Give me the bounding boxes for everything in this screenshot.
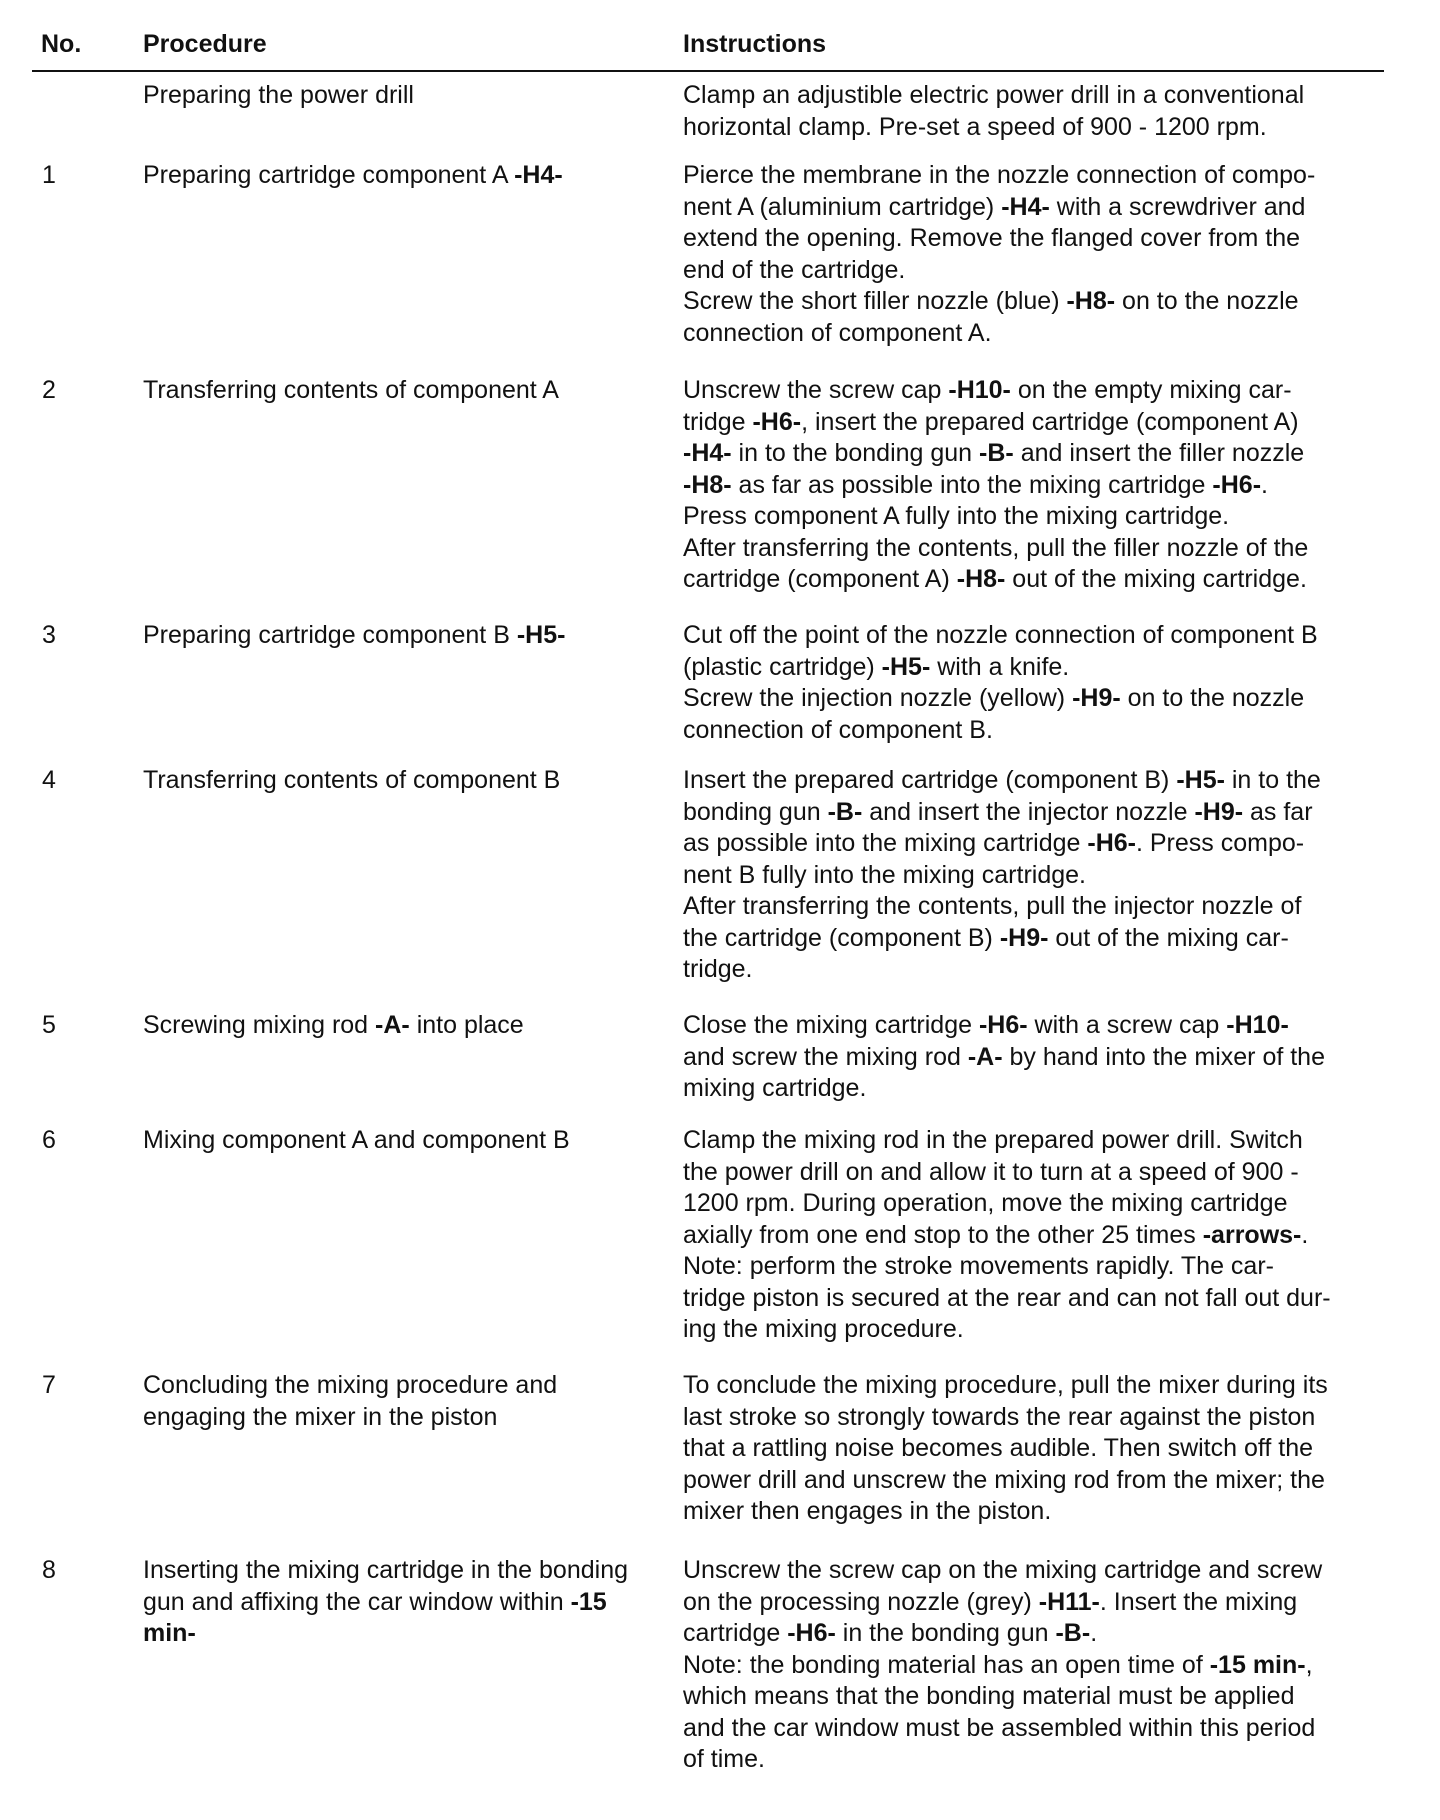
text-segment: Screwing mixing rod xyxy=(143,1011,376,1039)
instruction-line xyxy=(683,255,1383,287)
text-segment: by hand into the mixer of the xyxy=(1002,1042,1325,1071)
part-reference: -H4- xyxy=(1001,192,1050,221)
instruction-line xyxy=(683,891,1383,923)
text-segment: . Press compo- xyxy=(1135,829,1305,857)
step-number: 2 xyxy=(42,376,56,404)
procedure-cell xyxy=(143,1125,663,1157)
text-segment: . xyxy=(1090,1619,1098,1647)
text-segment: Preparing cartridge component A xyxy=(143,161,515,189)
text-segment: Unscrew the screw cap xyxy=(683,376,949,404)
procedure-cell xyxy=(143,80,663,112)
text-segment: Concluding the mixing procedure and xyxy=(143,1371,558,1399)
header-rule xyxy=(32,70,1384,72)
text-segment: axially from one end stop to the other 25 times xyxy=(683,1220,1203,1249)
part-reference: -B- xyxy=(979,439,1014,467)
step-number: 5 xyxy=(42,1011,56,1039)
instruction-line xyxy=(683,1650,1383,1682)
instruction-line xyxy=(683,1587,1383,1619)
instruction-line xyxy=(683,286,1383,318)
text-segment: cartridge xyxy=(683,1619,788,1647)
part-reference: -H8- xyxy=(683,470,732,499)
instruction-line xyxy=(683,1618,1383,1650)
instruction-line xyxy=(683,652,1383,684)
text-segment: Pierce the membrane in the nozzle connection of compo- xyxy=(683,161,1316,189)
text-segment: the cartridge (component B) xyxy=(683,923,1000,952)
procedure-line xyxy=(143,1618,663,1650)
text-segment: extend the opening. Remove the flanged cover from the xyxy=(683,224,1301,252)
part-reference: -A- xyxy=(375,1011,410,1039)
text-segment: engaging the mixer in the piston xyxy=(143,1402,498,1431)
step-number: 1 xyxy=(42,161,56,189)
procedure-line xyxy=(143,620,663,652)
text-segment: (plastic cartridge) xyxy=(683,652,882,681)
instruction-line xyxy=(683,533,1383,565)
text-segment: mixing cartridge. xyxy=(683,1074,867,1102)
instruction-line xyxy=(683,1681,1383,1713)
instruction-line xyxy=(683,765,1383,797)
instruction-line: horizontal clamp. Pre-set a speed of 900 - 1200 rpm. xyxy=(683,112,1267,141)
table-header xyxy=(0,30,1440,66)
instruction-line xyxy=(683,1157,1383,1189)
part-reference: -H8- xyxy=(1066,287,1116,315)
procedure-line xyxy=(143,375,663,407)
instruction-line xyxy=(683,501,1383,533)
part-reference: -H5- xyxy=(1176,766,1225,794)
text-segment: Mixing component A and component B xyxy=(143,1126,570,1154)
part-reference: -H9- xyxy=(1194,797,1244,826)
text-segment: on the empty mixing car- xyxy=(1010,376,1292,404)
step-number: 4 xyxy=(42,766,56,794)
instruction-line xyxy=(683,1744,1383,1776)
text-segment: end of the cartridge. xyxy=(683,255,906,284)
instructions-cell xyxy=(683,1370,1383,1528)
procedure-cell xyxy=(143,1370,663,1433)
text-segment: which means that the bonding material must be applied xyxy=(683,1682,1295,1710)
text-segment: ing the mixing procedure. xyxy=(683,1315,964,1343)
procedure-cell xyxy=(143,1010,663,1042)
instruction-line xyxy=(683,1402,1383,1434)
part-reference: -H6- xyxy=(787,1619,836,1647)
procedure-line xyxy=(143,1587,663,1619)
part-reference: -B- xyxy=(827,797,863,826)
part-reference: -B- xyxy=(1055,1619,1091,1647)
column-header-no: No. xyxy=(41,30,82,58)
instruction-line xyxy=(683,1010,1383,1042)
instructions-cell xyxy=(683,620,1383,746)
text-segment: mixer then engages in the piston. xyxy=(683,1497,1052,1525)
instruction-line xyxy=(683,620,1383,652)
text-segment: and insert the filler nozzle xyxy=(1013,439,1305,467)
procedure-line xyxy=(143,160,663,192)
part-reference: -H5- xyxy=(516,621,566,649)
text-segment: cartridge (component A) xyxy=(683,565,957,593)
instruction-line xyxy=(683,1465,1383,1497)
text-segment: and the car window must be assembled within this period xyxy=(683,1713,1316,1742)
part-reference: -H9- xyxy=(1072,684,1121,712)
text-segment: After transferring the contents, pull the filler nozzle of the xyxy=(683,533,1309,562)
part-reference: -H6- xyxy=(1212,470,1262,499)
instruction-line xyxy=(683,715,1383,747)
text-segment: gun and affixing the car window within xyxy=(143,1587,571,1616)
text-segment: Cut off the point of the nozzle connection of component B xyxy=(683,621,1318,649)
instruction-line xyxy=(683,683,1383,715)
instruction-line xyxy=(683,223,1383,255)
text-segment: with a knife. xyxy=(930,652,1070,681)
instruction-line xyxy=(683,407,1383,439)
text-segment: Transferring contents of component B xyxy=(143,766,561,794)
instruction-line xyxy=(683,828,1383,860)
text-segment: Note: perform the stroke movements rapidly. The car- xyxy=(683,1252,1274,1280)
text-segment: To conclude the mixing procedure, pull the mixer during its xyxy=(683,1371,1328,1399)
text-segment: and screw the mixing rod xyxy=(683,1042,968,1071)
text-segment: Unscrew the screw cap on the mixing cartridge and screw xyxy=(683,1556,1323,1584)
text-segment: with a screwdriver and xyxy=(1049,192,1306,221)
text-segment: Screw the short filler nozzle (blue) xyxy=(683,287,1067,315)
instructions-cell xyxy=(683,375,1383,596)
instructions-cell xyxy=(683,160,1383,349)
instruction-line xyxy=(683,954,1383,986)
procedure-line xyxy=(143,765,663,797)
text-segment: Preparing cartridge component B xyxy=(143,621,517,649)
instruction-line xyxy=(683,470,1383,502)
text-segment: on to the nozzle xyxy=(1115,287,1299,315)
text-segment: Screw the injection nozzle (yellow) xyxy=(683,684,1073,712)
instruction-line xyxy=(683,1125,1383,1157)
instructions-cell xyxy=(683,1010,1383,1105)
instructions-cell xyxy=(683,1125,1383,1346)
instruction-line xyxy=(683,1370,1383,1402)
text-segment: into place xyxy=(409,1011,524,1039)
text-segment: . xyxy=(1301,1220,1309,1249)
part-reference: -15 xyxy=(570,1587,607,1616)
text-segment: as far xyxy=(1243,797,1313,826)
instruction-line xyxy=(683,1433,1383,1465)
instruction-line xyxy=(683,192,1383,224)
part-reference: -H6- xyxy=(1087,829,1136,857)
instruction-line xyxy=(683,797,1383,829)
part-reference: -H5- xyxy=(881,652,931,681)
part-reference: -H8- xyxy=(956,565,1006,593)
procedure-line xyxy=(143,1010,663,1042)
procedure-cell xyxy=(143,1555,663,1650)
text-segment: as possible into the mixing cartridge xyxy=(683,829,1088,857)
part-reference: min- xyxy=(143,1619,196,1647)
procedure-cell xyxy=(143,160,663,192)
column-header-procedure: Procedure xyxy=(143,30,267,58)
text-segment: nent B fully into the mixing cartridge. xyxy=(683,860,1086,889)
text-segment: the power drill on and allow it to turn at a speed of 900 - xyxy=(683,1157,1299,1186)
instruction-line xyxy=(683,1042,1383,1074)
text-segment: in to the xyxy=(1224,766,1321,794)
instruction-line xyxy=(683,1496,1383,1528)
text-segment: that a rattling noise becomes audible. Then switch off the xyxy=(683,1434,1314,1462)
text-segment: connection of component B. xyxy=(683,715,993,744)
procedure-line xyxy=(143,1555,663,1587)
instruction-line xyxy=(683,318,1383,350)
instructions-cell xyxy=(683,1555,1383,1776)
text-segment: nent A (aluminium cartridge) xyxy=(683,192,1002,221)
instruction-line xyxy=(683,1283,1383,1315)
instruction-line xyxy=(683,1713,1383,1745)
instruction-line xyxy=(683,1220,1383,1252)
text-segment: of time. xyxy=(683,1745,765,1773)
part-reference: -H4- xyxy=(683,439,732,467)
text-segment: After transferring the contents, pull the injector nozzle of xyxy=(683,892,1302,920)
step-number: 7 xyxy=(42,1371,56,1399)
part-reference: -H10- xyxy=(948,376,1011,404)
text-segment: Clamp the mixing rod in the prepared power drill. Switch xyxy=(683,1126,1303,1154)
procedure-cell xyxy=(143,620,663,652)
text-segment: on the processing nozzle (grey) xyxy=(683,1587,1039,1616)
part-reference: -H11- xyxy=(1038,1587,1100,1616)
instruction-line xyxy=(683,860,1383,892)
text-segment: Transferring contents of component A xyxy=(143,376,559,404)
text-segment: in the bonding gun xyxy=(835,1619,1056,1647)
text-segment: Insert the prepared cartridge (component B) xyxy=(683,766,1177,794)
part-reference: -arrows- xyxy=(1202,1220,1302,1249)
text-segment: out of the mixing cartridge. xyxy=(1005,565,1307,593)
instruction-line xyxy=(683,375,1383,407)
procedure-line xyxy=(143,1402,663,1434)
instruction-line xyxy=(683,1555,1383,1587)
text-segment: , insert the prepared cartridge (component A) xyxy=(801,407,1299,436)
text-segment: Press component A fully into the mixing cartridge. xyxy=(683,502,1230,530)
part-reference: -A- xyxy=(967,1042,1003,1071)
instruction-line xyxy=(683,923,1383,955)
procedure-cell xyxy=(143,375,663,407)
text-segment: with a screw cap xyxy=(1027,1011,1227,1039)
text-segment: in to the bonding gun xyxy=(731,439,980,467)
text-segment: . Insert the mixing xyxy=(1099,1587,1298,1616)
part-reference: -H9- xyxy=(999,923,1049,952)
procedure-cell xyxy=(143,765,663,797)
text-segment: power drill and unscrew the mixing rod from the mixer; the xyxy=(683,1465,1325,1494)
instruction-line xyxy=(683,160,1383,192)
text-segment: tridge xyxy=(683,407,753,436)
step-number: 3 xyxy=(42,621,56,649)
text-segment: bonding gun xyxy=(683,797,828,826)
instruction-line xyxy=(683,438,1383,470)
text-segment: and insert the injector nozzle xyxy=(862,797,1195,826)
part-reference: -H4- xyxy=(514,161,563,189)
text-segment: tridge. xyxy=(683,955,753,983)
part-reference: -H6- xyxy=(752,407,802,436)
text-segment: as far as possible into the mixing cartridge xyxy=(731,470,1213,499)
instruction-line: Clamp an adjustible electric power drill in a conventional xyxy=(683,81,1305,109)
part-reference: -H6- xyxy=(978,1011,1028,1039)
text-segment: 1200 rpm. During operation, move the mixing cartridge xyxy=(683,1189,1288,1217)
step-number: 6 xyxy=(42,1126,56,1154)
instruction-line xyxy=(683,1314,1383,1346)
instruction-line xyxy=(683,1251,1383,1283)
instruction-line xyxy=(683,564,1383,596)
text-segment: . xyxy=(1261,470,1268,499)
text-segment: Close the mixing cartridge xyxy=(683,1011,979,1039)
text-segment: out of the mixing car- xyxy=(1048,923,1289,952)
instructions-cell xyxy=(683,765,1383,986)
text-segment: , xyxy=(1305,1650,1313,1679)
text-segment: Inserting the mixing cartridge in the bonding xyxy=(143,1556,629,1584)
procedure-line xyxy=(143,1125,663,1157)
column-header-instructions: Instructions xyxy=(683,30,827,58)
instruction-line xyxy=(683,1188,1383,1220)
text-segment: last stroke so strongly towards the rear against the piston xyxy=(683,1402,1316,1431)
instruction-line xyxy=(683,1073,1383,1105)
part-reference: -15 min- xyxy=(1209,1650,1306,1679)
step-number: 8 xyxy=(42,1556,56,1584)
text-segment: on to the nozzle xyxy=(1120,684,1305,712)
procedure-line xyxy=(143,80,663,112)
text-segment: Preparing the power drill xyxy=(143,81,414,109)
text-segment: connection of component A. xyxy=(683,318,992,347)
instructions-cell xyxy=(683,80,1383,143)
text-segment: Note: the bonding material has an open time of xyxy=(683,1650,1210,1679)
text-segment: tridge piston is secured at the rear and can not fall out dur- xyxy=(683,1283,1331,1312)
procedure-line xyxy=(143,1370,663,1402)
part-reference: -H10- xyxy=(1226,1011,1289,1039)
